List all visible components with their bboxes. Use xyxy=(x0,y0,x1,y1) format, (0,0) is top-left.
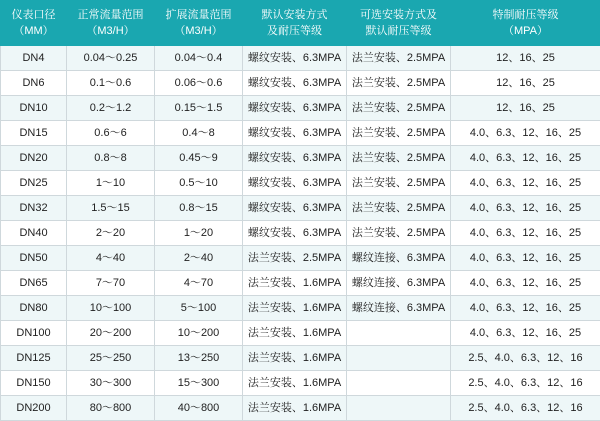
table-cell: 4～40 xyxy=(67,246,155,271)
header-cell-special-pressure xyxy=(451,1,600,46)
table-cell: DN40 xyxy=(1,221,67,246)
header-line: 默认安装方式 xyxy=(245,7,344,24)
header-line: 正常流量范围 xyxy=(69,7,152,24)
table-cell: 法兰安装、1.6MPA xyxy=(243,271,347,296)
table-cell: 0.1～0.6 xyxy=(67,71,155,96)
table-cell: 0.45～9 xyxy=(155,146,243,171)
table-row xyxy=(1,121,600,146)
table-cell: 螺纹连接、6.3MPA xyxy=(347,246,451,271)
table-cell: 法兰安装、2.5MPA xyxy=(347,196,451,221)
table-cell: 螺纹连接、6.3MPA xyxy=(347,271,451,296)
table-cell: 螺纹连接、6.3MPA xyxy=(347,296,451,321)
table-cell xyxy=(347,396,451,421)
header-line: （M3/H） xyxy=(69,23,152,40)
table-cell: DN20 xyxy=(1,146,67,171)
table-cell: 4.0、6.3、12、16、25 xyxy=(451,296,600,321)
table-cell: 0.04～0.25 xyxy=(67,46,155,71)
table-cell: 4～70 xyxy=(155,271,243,296)
table-cell: 10～200 xyxy=(155,321,243,346)
header-line: 及耐压等级 xyxy=(245,23,344,40)
table-cell: 10～100 xyxy=(67,296,155,321)
table-cell: 12、16、25 xyxy=(451,46,600,71)
table-cell xyxy=(347,371,451,396)
table-header xyxy=(1,1,600,46)
table-cell: 0.6～6 xyxy=(67,121,155,146)
table-cell: DN200 xyxy=(1,396,67,421)
table-cell: 法兰安装、2.5MPA xyxy=(347,46,451,71)
table-cell: DN65 xyxy=(1,271,67,296)
table-row xyxy=(1,346,600,371)
header-cell-extended-flow xyxy=(155,1,243,46)
table-row xyxy=(1,196,600,221)
header-line: （MM） xyxy=(3,23,64,40)
table-cell: 4.0、6.3、12、16、25 xyxy=(451,321,600,346)
table-cell: 1～10 xyxy=(67,171,155,196)
header-cell-default-install xyxy=(243,1,347,46)
table-row xyxy=(1,221,600,246)
header-cell-diameter xyxy=(1,1,67,46)
table-cell: DN100 xyxy=(1,321,67,346)
table-cell: 4.0、6.3、12、16、25 xyxy=(451,196,600,221)
table-cell: 13～250 xyxy=(155,346,243,371)
table-cell: 12、16、25 xyxy=(451,71,600,96)
table-cell: 4.0、6.3、12、16、25 xyxy=(451,146,600,171)
table-cell: 螺纹安装、6.3MPA xyxy=(243,46,347,71)
table-cell: 4.0、6.3、12、16、25 xyxy=(451,221,600,246)
header-line: 特制耐压等级 xyxy=(453,7,598,24)
table-cell: 12、16、25 xyxy=(451,96,600,121)
header-line: 仪表口径 xyxy=(3,7,64,24)
table-cell: 法兰安装、1.6MPA xyxy=(243,346,347,371)
table-row xyxy=(1,271,600,296)
table-cell: DN32 xyxy=(1,196,67,221)
header-row xyxy=(1,1,600,46)
table-body xyxy=(1,46,600,421)
table-cell: 0.15～1.5 xyxy=(155,96,243,121)
table-cell: 螺纹安装、6.3MPA xyxy=(243,196,347,221)
table-cell: 20～200 xyxy=(67,321,155,346)
table-cell xyxy=(347,321,451,346)
header-cell-normal-flow xyxy=(67,1,155,46)
table-cell: 0.8～15 xyxy=(155,196,243,221)
table-cell: DN150 xyxy=(1,371,67,396)
table-cell: 法兰安装、2.5MPA xyxy=(347,221,451,246)
header-line: （MPA） xyxy=(453,23,598,40)
table-cell: 25～250 xyxy=(67,346,155,371)
table-cell: 0.8～8 xyxy=(67,146,155,171)
table-cell: 1～20 xyxy=(155,221,243,246)
table-row xyxy=(1,371,600,396)
header-line: 扩展流量范围 xyxy=(157,7,240,24)
table-cell: 2.5、4.0、6.3、12、16 xyxy=(451,371,600,396)
table-cell: DN10 xyxy=(1,96,67,121)
table-cell: 1.5～15 xyxy=(67,196,155,221)
table-cell: 法兰安装、1.6MPA xyxy=(243,371,347,396)
table-cell: DN4 xyxy=(1,46,67,71)
table-cell: 2.5、4.0、6.3、12、16 xyxy=(451,396,600,421)
table-cell: 法兰安装、2.5MPA xyxy=(347,71,451,96)
table-cell: 2～40 xyxy=(155,246,243,271)
table-row xyxy=(1,396,600,421)
table-cell: 0.04～0.4 xyxy=(155,46,243,71)
table-cell: 4.0、6.3、12、16、25 xyxy=(451,121,600,146)
header-cell-optional-install xyxy=(347,1,451,46)
table-row xyxy=(1,71,600,96)
table-cell: 法兰安装、2.5MPA xyxy=(243,246,347,271)
table-row xyxy=(1,171,600,196)
table-cell: DN25 xyxy=(1,171,67,196)
table-row xyxy=(1,321,600,346)
table-cell: 螺纹安装、6.3MPA xyxy=(243,96,347,121)
table-cell: 螺纹安装、6.3MPA xyxy=(243,71,347,96)
table-cell: 5～100 xyxy=(155,296,243,321)
table-cell: 7～70 xyxy=(67,271,155,296)
table-cell: 法兰安装、2.5MPA xyxy=(347,171,451,196)
table-row xyxy=(1,46,600,71)
table-cell: 法兰安装、1.6MPA xyxy=(243,296,347,321)
table-cell: 30～300 xyxy=(67,371,155,396)
table-cell: 15～300 xyxy=(155,371,243,396)
table-cell: DN80 xyxy=(1,296,67,321)
header-line: （M3/H） xyxy=(157,23,240,40)
table-cell: 螺纹安装、6.3MPA xyxy=(243,146,347,171)
table-cell: 法兰安装、2.5MPA xyxy=(347,146,451,171)
table-cell: 4.0、6.3、12、16、25 xyxy=(451,271,600,296)
table-cell: 法兰安装、1.6MPA xyxy=(243,321,347,346)
table-cell xyxy=(347,346,451,371)
table-cell: 螺纹安装、6.3MPA xyxy=(243,121,347,146)
table-cell: 法兰安装、2.5MPA xyxy=(347,96,451,121)
table-cell: 法兰安装、2.5MPA xyxy=(347,121,451,146)
table-cell: DN6 xyxy=(1,71,67,96)
table-row xyxy=(1,146,600,171)
table-cell: 0.4～8 xyxy=(155,121,243,146)
table-row xyxy=(1,246,600,271)
table-cell: 螺纹安装、6.3MPA xyxy=(243,221,347,246)
table-cell: 螺纹安装、6.3MPA xyxy=(243,171,347,196)
table-cell: 2～20 xyxy=(67,221,155,246)
table-cell: 法兰安装、1.6MPA xyxy=(243,396,347,421)
table-cell: 0.2～1.2 xyxy=(67,96,155,121)
table-row xyxy=(1,96,600,121)
header-line: 可选安装方式及 xyxy=(349,7,448,24)
table-cell: 40～800 xyxy=(155,396,243,421)
table-cell: 2.5、4.0、6.3、12、16 xyxy=(451,346,600,371)
table-cell: 0.5～10 xyxy=(155,171,243,196)
table-cell: 80～800 xyxy=(67,396,155,421)
table-cell: DN15 xyxy=(1,121,67,146)
table-cell: DN125 xyxy=(1,346,67,371)
table-cell: 0.06～0.6 xyxy=(155,71,243,96)
table-cell: 4.0、6.3、12、16、25 xyxy=(451,171,600,196)
table-cell: DN50 xyxy=(1,246,67,271)
table-cell: 4.0、6.3、12、16、25 xyxy=(451,246,600,271)
header-line: 默认耐压等级 xyxy=(349,23,448,40)
table-row xyxy=(1,296,600,321)
